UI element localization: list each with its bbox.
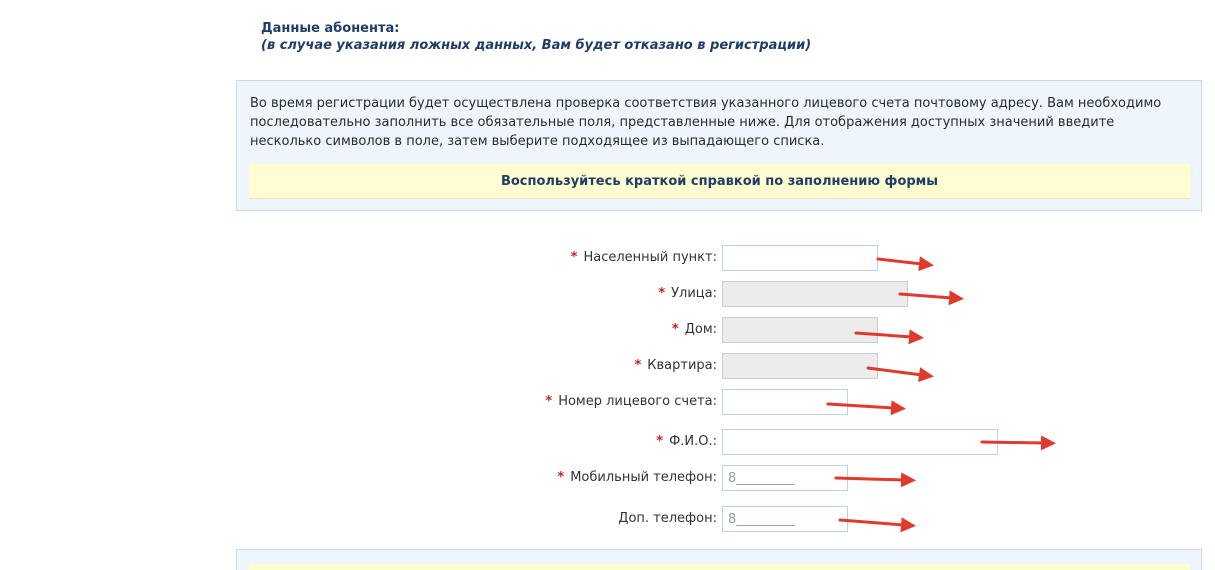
required-mark: * [634,358,642,373]
required-mark: * [658,286,666,301]
form-row-house [0,317,1215,343]
locality-label: * Населенный пункт: [570,250,717,265]
required-mark: * [656,434,664,449]
fullname-label: * Ф.И.О.: [656,434,717,449]
street-label: * Улица: [658,286,717,301]
locality-input[interactable] [722,245,878,271]
apartment-input[interactable] [722,353,878,379]
info-box [236,80,1202,211]
account-number-input[interactable] [722,389,848,415]
info-text: Во время регистрации будет осуществлена проверка соответствия указанного лицевого счета почтовому адресу. Вам необходимо последовательно заполнить все обязательные поля, представленные ниже. Для отображения доступных значений введите несколько символов в поле, затем выберите подходящее из выпадающего списка. [250,96,1162,149]
mobile-phone-label: * Мобильный телефон: [557,470,717,485]
section-header [261,20,811,54]
fullname-input[interactable] [722,429,998,455]
form-row-account [0,389,1215,415]
required-mark: * [671,322,679,337]
account-label: * Номер лицевого счета: [545,394,717,409]
required-mark: * [557,470,565,485]
form-help-link[interactable]: Воспользуйтесь краткой справкой по заполнению формы [249,164,1190,199]
apartment-label: * Квартира: [634,358,717,373]
form-row-apartment [0,353,1215,379]
form-row-street [0,281,1215,307]
bottom-hint-bar [249,564,1190,570]
form-row-locality [0,245,1215,271]
street-input[interactable] [722,281,908,307]
form-row-fullname [0,429,1215,455]
extra-phone-label: Доп. телефон: [618,511,717,526]
house-input[interactable] [722,317,878,343]
mobile-phone-input[interactable] [722,465,848,491]
section-title: Данные абонента: [261,21,400,36]
extra-phone-input[interactable] [722,506,848,532]
section-subtitle: (в случае указания ложных данных, Вам будет отказано в регистрации) [261,38,812,53]
bottom-info-box [236,549,1202,570]
required-mark: * [570,250,578,265]
form-row-mobile [0,465,1215,491]
form-row-extra-phone [0,506,1215,532]
required-mark: * [545,394,553,409]
house-label: * Дом: [671,322,717,337]
